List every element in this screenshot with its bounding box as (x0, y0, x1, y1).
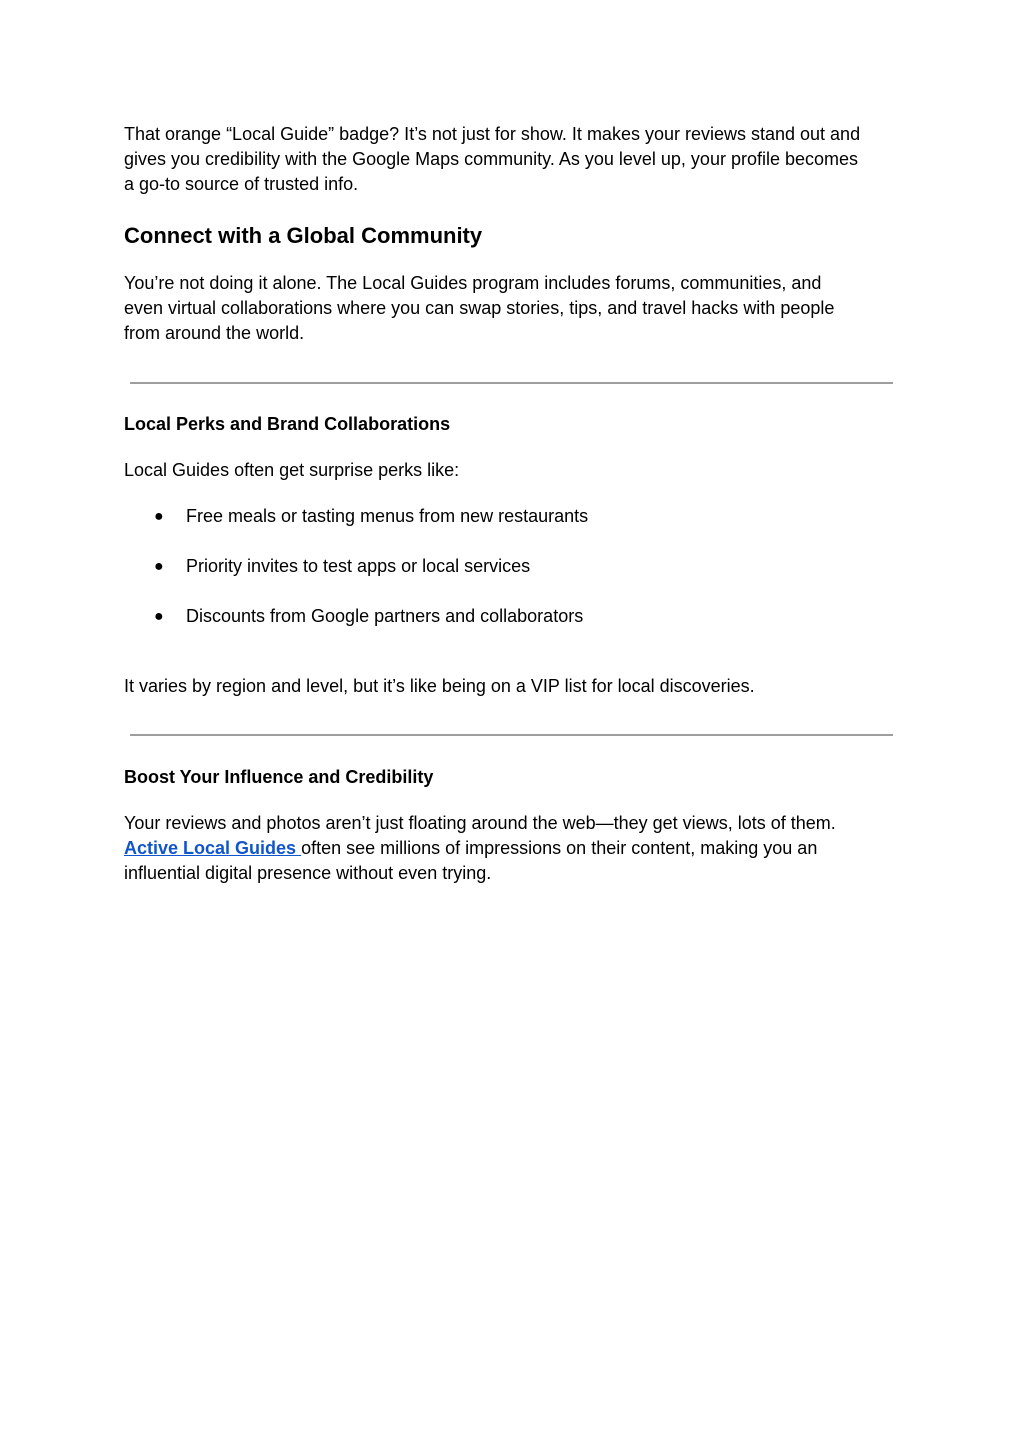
horizontal-rule (130, 734, 893, 736)
bullet-icon: ● (154, 508, 164, 525)
horizontal-rule (130, 382, 893, 384)
boost-heading: Boost Your Influence and Credibility (124, 767, 434, 787)
list-item-text: Priority invites to test apps or local services (186, 556, 531, 576)
boost-paragraph (124, 811, 899, 886)
connect-heading: Connect with a Global Community (124, 223, 483, 248)
boost-line-2: often see millions of impressions on their content, making you an (301, 838, 818, 858)
bullet-icon: ● (154, 558, 164, 575)
perks-intro-paragraph: Local Guides often get surprise perks like: (124, 460, 460, 480)
list-item-text: Discounts from Google partners and collaborators (186, 606, 584, 626)
bullet-icon: ● (154, 608, 164, 625)
connect-paragraph: You’re not doing it alone. The Local Guides program includes forums, communities, and even virtual collaborations where you can swap stories, tips, and travel hacks with people from around the world. (124, 273, 835, 343)
boost-line-1: Your reviews and photos aren’t just floating around the web—they get views, lots of them. (124, 813, 836, 833)
boost-line-3: influential digital presence without even trying. (124, 863, 492, 883)
active-local-guides-link[interactable]: Active Local Guides (124, 838, 302, 858)
perks-heading: Local Perks and Brand Collaborations (124, 414, 451, 434)
list-item-text: Free meals or tasting menus from new restaurants (186, 506, 589, 526)
intro-paragraph: That orange “Local Guide” badge? It’s not just for show. It makes your reviews stand out and gives you credibility with the Google Maps community. As you level up, your profile becomes a go-to source of trusted info. (124, 124, 861, 194)
perks-outro-paragraph: It varies by region and level, but it’s like being on a VIP list for local discoveries. (124, 676, 755, 696)
